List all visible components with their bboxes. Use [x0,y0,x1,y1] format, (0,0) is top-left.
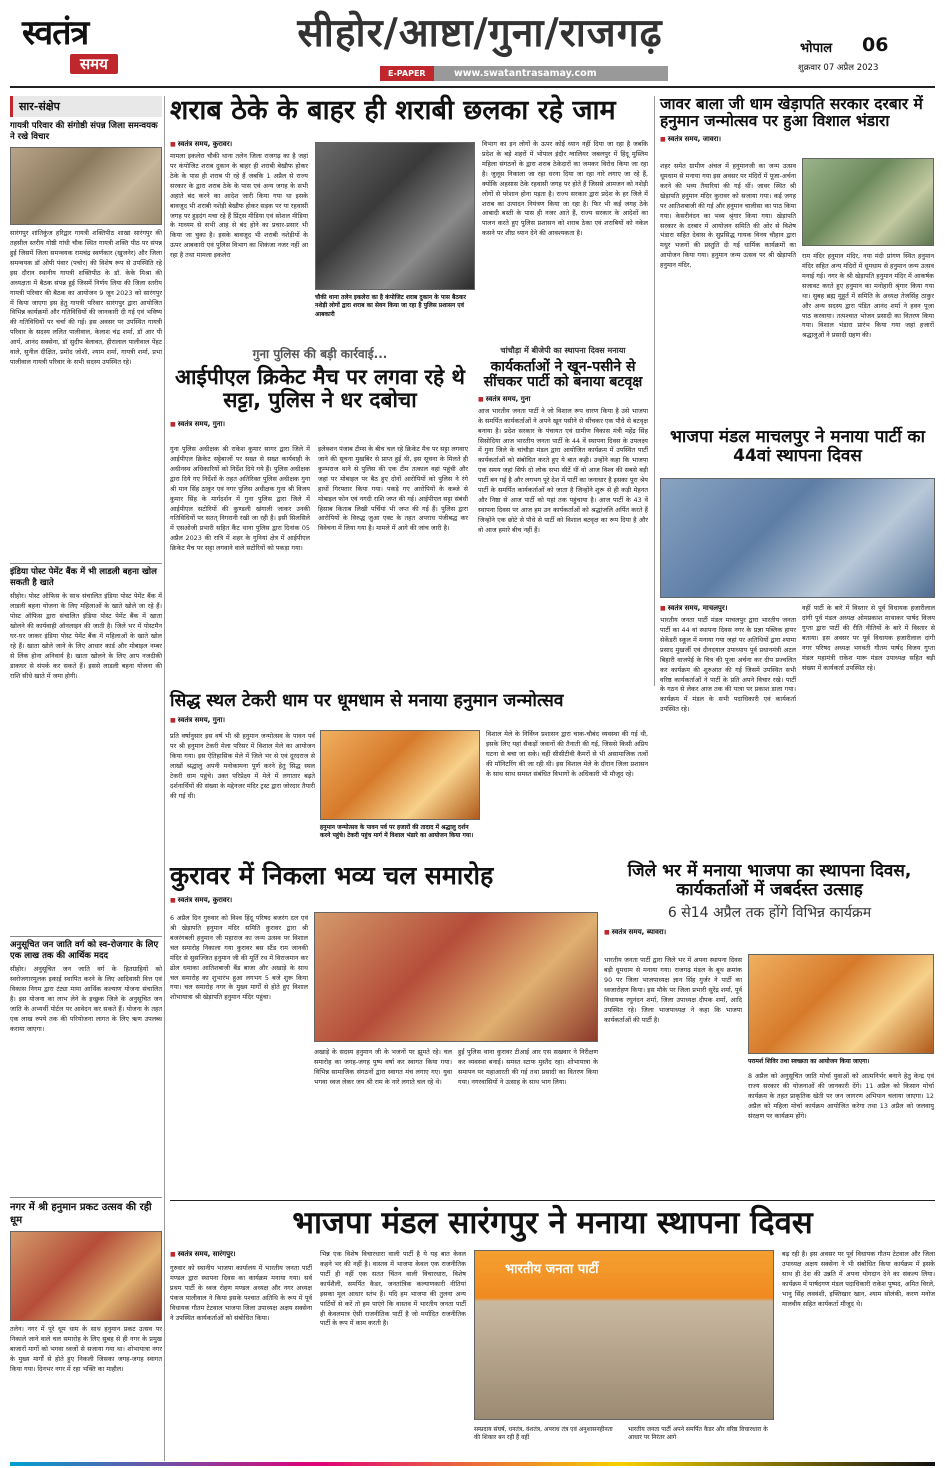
story2-byline: ■ स्वतंत्र समय, गुना। [170,420,470,429]
story2 [170,345,470,695]
story4-photo [802,158,934,246]
story2-kicker: गुना पुलिस की बड़ी कार्रवाई... [252,347,388,361]
story4-body: शहर समेत ग्रामीण अंचल में हनुमानजी का जन्म उत्सव धूमधाम से मनाया गया इस अवसर पर मंदिरों में पूजा-अर्चना करने की भव्य तैयारियां की गई थीं। जावर स्थित श्री खेड़ापति हनुमान मंदिर कुरावर को सजाया गया। कई जगह पर आतिशबाजी की गई और हनुमान चालीसा का पाठ किया गया। केसरीनंदन का भव्य श्रृंगार किया गया। खेड़ापति सरकार के दरबार में आयोजन समिति की ओर से विशेष भंडारा सहित देवास के सुप्रसिद्ध गायक विनय चौहान द्वारा मधुर भजनों की प्रस्तुति दी गई धार्मिक कार्यक्रमों का आयोजन किया गया। हनुमान जन्म उत्सव पर श्री खेड़ापति हनुमान मंदिर, [660,162,796,270]
story8-subhead: 6 से14 अप्रैल तक होंगे विभिन्न कार्यक्रम [667,905,872,922]
story4-headline: जावर बाला जी धाम खेड़ापति सरकार दरबार में हनुमान जन्मोत्सव पर हुआ विशाल भंडारा [660,95,923,131]
sidebar-body: सीहोर। पोस्ट ऑफिस के साथ संचालित इंडिया पोस्ट पेमेंट बैंक में लाडली बहना योजना के लिए महिलाओं के खाते खोले जा रहे हैं। पोस्ट ऑफिस द्वारा संचालित इंडिया पोस्ट पेमेंट बैंक में खाता खोलने की कार्यवाही ऑनलाइन की जाती है। जिले भर में पोस्टमैन घर-घर जाकर इंडिया पोस्ट पेमेंट बैंक में महिलाओं के खाते खोल रहे हैं। खाता खोले जाने के लिए आधार कार्ड और मोबाइल नम्बर से लिंक होना अनिवार्य है। खाता खोलने के लिए आप नजदीकी डाकघर से संपर्क कर सकते हैं। इससे लाडली बहना योजना की राशि सीधे खाते में जमा होगी। [10,592,162,680]
bottom-colour-bar [10,1462,935,1466]
story9-top-rule [170,1200,935,1201]
sidebar-headline: नगर में श्री हनुमान प्रकट उत्सव की रही धूम [10,1197,162,1227]
story1 [170,140,648,340]
story6-photo [320,730,480,820]
story7-body: 6 अप्रैल दिन गुरुवार को विश्व हिंदू परिषद बजरंग दल एवं श्री खेड़ापति हनुमान मंदिर समिति कुरावर द्वारा श्री बजरंगबली हनुमान जी महाराज का जन्म उत्सव पर विशाल चल समारोह निकाला गया कुरावर बस स्टैंड राम जानकी मंदिर से सुसज्जित हनुमान जी की मूर्ति रथ में विराजमान कर ढोल धमाका आतिशबाजी बैंड बाजा और अखाड़े के साथ चल समारोह का शुभारंभ हुआ लगभग 5 बजे शुरू किया गया। चल समारोह नगर के मुख्य मार्गों से होते हुए विशाल शोभायात्रा श्री खेड़ापति हनुमान मंदिर पहुंचा। [170,914,308,1002]
story3-byline: ■ स्वतंत्र समय, गुना [478,395,648,404]
story8 [604,862,935,1202]
sidebar-body: तलेन। नगर में पूरे धूम धाम के साथ हनुमान प्रकट उत्सव पर निकाले जाने वाले चल समारोह के लिए सुबह से ही नगर के प्रमुख बाजारों मार्गो को भगवा ध्वजों से सजाया गया था। शोभायात्रा नगर के मुख्य मार्गों से होते हुए निकली जिसका जगह-जगह स्वागत किया गया। दिनभर नगर में रहा भक्ति का माहौल। [10,1325,162,1373]
story1-body: मामला इकलेरा चौकी थाना तलेन जिला राजगढ़ का है जहां पर कंपोजिट शराब दुकान के बाहर ही शराबी बेखौफ होकर ठेके के पास ही शराब पी रहे हैं जबकि 1 अप्रैल से राज्य सरकार के द्वारा शराब ठेके के पास एवं अन्य जगह के सभी अहाते बंद करने का आदेश जारी किया गया था इसके बावजूद भी शराबी नशेड़ी बेखौफ होकर सड़क पर या रहवासी जगह पर हुड़दंग मचा रहे हैं प्रिंट्स मीडिया एवं सोशल मीडिया के माध्यम से सभी आह से बंद होने का प्रचार-प्रसार भी किया जा चुका है। इसके बावजूद भी शराबी नशेड़ीयों के ऊपर आबकारी एवं पुलिस विभाग का शिकंजा नजर नहीं आ रहा है तथा मामला इकलेरा [170,152,308,260]
sidebar-divider [164,96,165,1461]
sidebar-section-title: सार-संक्षेप [10,96,162,117]
city-label: भोपाल [800,41,833,56]
page-meta [792,34,932,78]
sidebar-body: सीहोर। अनुसूचित जन जाति वर्ग के हितग्राहियों को स्वरोजगारमूलक इकाई स्थापित करने के लिए आदिवासी वित्त एवं विकास निगम द्वारा टंट्या मामा आर्थिक कल्याण योजना संचालित है। इस योजना का लाभ लेने के इच्छुक जिले के अनुसूचित जन जाति के अभ्यर्थी पोर्टल पर आवेदन कर सकते हैं। योजना के तहत एक लाख रुपये तक की परियोजना लागत के लिए ऋण उपलब्ध कराया जाएगा। [10,965,162,1033]
story1-caption: चौकी थाना तलेन इकलेरा का है कंपोजिट शराब दुकान के पास बैठकर नशेड़ी लोगों द्वारा शराब का सेवन किया जा रहा है पुलिस प्रशासन एवं आबकारी [315,294,466,318]
story7-body-2: अखाड़े के सदस्य हनुमान जी के भजनों पर झूमते रहे। चल समारोह का जगह-जगह पुष्प वर्षा कर स्वागत किया गया। विभिन्न सामाजिक संगठनों द्वारा स्वागत मंच लगाए गए। युवा भगवा ध्वज लेकर जय श्री राम के नारे लगाते चल रहे थे। [314,1048,452,1086]
story8-byline: ■ स्वतंत्र समय, ब्यावरा। [604,928,935,937]
story2-body-2: इलेक्शन पंजाब टीम्स के बीच चल रहे क्रिकेट मैच पर सट्टा लगवाए जाने की सूचना मुखबिर से प्राप्त हुई थी, इस सूचना के मिलते ही कुम्भराज थाने से पुलिस की एक टीम तत्काल वहां पहुंची और जहां पर मोबाइल पर बैठ हुए दोनों आरोपियों को पुलिस ने रंगे हाथों गिरफ्तार किया गया। पकड़े गए आरोपियों के कब्जे से मोबाइल फोन एवं नगदी राशि जप्त की गई। आईपीएल सट्टा संबंधी हिसाब किताब लिखी पर्चियां भी जप्त की गई हैं। पुलिस द्वारा आरोपियों के विरुद्ध जुआ एक्ट के तहत अपराध पंजीबद्ध कर विवेचना में लिया गया है। मामले में आगे की जांच जारी है। [318,445,468,533]
sidebar-headline: इंडिया पोस्ट पेमेंट बैंक में भी लाडली बहना खोल सकती है खाते [10,563,162,589]
story7-body-3: हुई पुलिस थाना कुरावर टीआई आर एस सखवार ने निरीक्षण कर व्यवस्था बनाई। समस्त स्टाफ मुस्तैद रहा। शोभायात्रा के समापन पर महाआरती की गई तथा प्रसादी का वितरण किया गया। नगरवासियों ने उत्साह के साथ भाग लिया। [458,1048,598,1086]
story4-byline: ■ स्वतंत्र समय, जावरा। [660,135,935,144]
story8-body: भारतीय जनता पार्टी द्वारा जिले भर में अपना स्थापना दिवस बड़ी धूमधाम से मनाया गया। राजगढ़ मंडल के बूथ क्रमांक 90 पर जिला भाजपाध्यक्ष ज्ञान सिंह गुर्जर ने पार्टी का ध्वजारोहण किया। इस मौके पर जिला प्रभारी सुरेंद्र शर्मा, पूर्व विधायक रघुनंदन शर्मा, जिला उपाध्यक्ष दीपक शर्मा, आदि उपस्थित रहे। जिला भाजपाध्यक्ष ने कहा कि भाजपा कार्यकर्ताओं की पार्टी है। [604,956,742,1024]
story4-body-2: राम मंदिर हनुमान मंदिर, नया मंदी प्रांगण स्थित हनुमान मंदिर सहित अन्य मंदिरों में धूमधाम से हनुमान जन्म उत्सव मनाई गई। नगर के श्री खेड़ापति हनुमान मंदिर में आकर्षक सजावट करते हुए हनुमान का मनोहारी श्रृंगार किया गया था। सुबह ब्रह्म मुहूर्त में समिति के अध्यक्ष तेजसिंह ठाकुर और अन्य सदस्य द्वारा पंडित आनंद शर्मा ने हवन पूजा पाठ करवाया। तत्पश्चात भोजन प्रसादी का वितरण किया गया। विशाल भंडारा प्रारंभ किया गया जहां हजारों श्रद्धालुओं ने प्रसादी ग्रहण की। [802,252,934,340]
story1-photo [315,142,475,290]
masthead-rule [10,86,935,88]
story5-headline: भाजपा मंडल माचलपुर ने मनाया पार्टी का 44वां स्थापना दिवस [669,427,925,466]
story7-headline: कुरावर में निकला भव्य चल समारोह [170,861,494,890]
page-number: 06 [862,34,889,56]
story9-body-3: बढ़ रही है। इस अवसर पर पूर्व विधायक गौतम टेटवाल और जिला उपाध्यक्ष अक्षय सक्सेना ने भी संबोधित किया कार्यक्रम में इसके साथ ही देश की उन्नति में अपना योगदान देने का संकल्प लिया। कार्यक्रम में पार्षदगण मंडल पदाधिकारी राकेश पुष्पद, अमित विरले, भानु सिंह लववंशी, इफ्तिखार खान, श्याम सोलंकी, करण मनोज मालवीय सहित कार्यकर्ता मौजूद थे। [782,1250,935,1308]
story6-body-2: विशाल मेले के निर्विघ्न प्रशासन द्वारा चाक-चौबंद व्यवस्था की गई थी, इसके लिए यहां सैकड़ों जवानों की तैनाती की गई, जिससे किसी अप्रिय घटना से बचा जा सके। वहीं सीसीटीवी कैमरों से भी असामाजिक तत्वों की मॉनिटरिंग की जा रही थी। इस विशाल मेले के दौरान जिला प्रशासन के साथ साथ समस्त संबंधित विभागों के अधिकारी भी मौजूद रहे। [486,730,648,778]
story9-headline: भाजपा मंडल सारंगपुर ने मनाया स्थापना दिवस [292,1205,813,1241]
story9-photo [474,1250,774,1420]
sidebar-headline: गायत्री परिवार की संगोष्ठी संपन्न जिला समन्वयक ने रखे विचार [10,121,158,143]
sidebar-photo-2 [10,1231,162,1321]
sidebar-body: सारंगपुर शांतिकुंज हरिद्वार गायत्री शक्तिपीठ शाखा सारंगपुर की तहसील स्तरीय गोष्ठी गांधी चौक स्थित गायत्री शक्ति पीठ पर संपन्न हुई जिसमें जिला समन्वयक रामचंद्र स्वर्णकार (खुजनेर) और जिला समन्वयक डॉ ओपी पंवार (पचोर) की विशेष रूप से उपस्थिति रहे इस दौरान स्थानीय गायत्री शक्तिपीठ के डॉ. केके मिश्रा की अध्यक्षता में बैठक संपन्न हुई जिसमें निर्णय लिया की जिला स्तरीय गायत्री परिवार की बैठक का आयोजन 9 जून 2023 को सारंगपुर में किया जाएगा इस हेतु गायत्री परिवार सारंगपुर द्वारा आयोजित विभिन्न कार्यक्रमों और गतिविधियों की जानकारी दी गई एवं भविष्य की गतिविधियों पर चर्चा की गई। इस अवसर पर उपस्थित गायत्री परिवार के सदस्य ललित पालीवाल, केलाश चंद्र शर्मा, डॉ आर पी आर्य, आनंद सक्सेना, डॉ सुदीप बेलावत, हीरालाल पालीवाल पेंहट वाले, सुनील दीक्षित, प्रमोद जोशी, श्याम शर्मा, गायत्री शर्मा, प्रभा पालीवाल गायत्री परिवार के सभी सदस्य उपस्थित रहे। [10,229,162,367]
story7 [170,862,600,1192]
story1-body-2: विभाग का इन लोगों के ऊपर कोई ध्यान नहीं दिया जा रहा है जबकि प्रदेश के बड़े शहरों में भोपाल इंदौर ग्वालियर जबलपुर में हिंदू मुस्लिम महिला संगठनों के द्वारा शराब ठेकेदारों का जमकर विरोध किया जा रहा है। जुलूस निकाला जा रहा धरना दिया जा रहा नारे लगाए जा रहे हैं, क्योंकि अहसास ठेके रहवासी जगह पर होते हैं जिससे आमजन को नशेड़ी लोगों से परेशान होना पड़ता है। राज्य सरकार द्वारा प्रदेश के हर जिले में शराब का उत्पादन नियंत्रण किया जा रहा है। फिर भी कई जगह ठेके आबादी बस्ती के पास ही नजर आते हैं, राज्य सरकार के आदेशों का पालन करते हुए पुलिस प्रशासन को शराब ठेका एवं शराबियों को नकेल कसने पर शीघ्र ध्यान देने की आवश्यकता है। [482,140,648,238]
story2-headline: आईपीएल क्रिकेट मैच पर लगवा रहे थे सट्टा, पुलिस ने धर दबोचा [175,365,465,413]
story3-headline: कार्यकर्ताओं ने खून-पसीने से सींचकर पार्टी को बनाया बटवृक्ष [483,359,643,391]
story8-body-2: 8 अप्रैल को अनुसूचित जाति मोर्चा युवाओं को आत्मनिर्भर बनाने हेतु केन्द्र एवं राज्य सरकार की योजनाओं की जानकारी देंगे। 11 अप्रैल को किसान मोर्चा कार्यक्रम के तहत प्राकृतिक खेती पर जन जागरण अभियान चलाया जाएगा। 12 अप्रैल को महिला मोर्चा कार्यक्रम आयोजित करेगा तथा 13 अप्रैल को जलवायु संरक्षण पर कार्यक्रम होंगे। [748,1072,934,1120]
logo-top: स्वतंत्र [22,13,89,53]
story9-banner-text: भारतीय जनता पार्टी [505,1262,599,1277]
logo [22,13,152,80]
story5-body-2: वहीं पार्टी के बारे में विस्तार से पूर्व विधायक हजारीलाल दांगी पूर्व मंडल अध्यक्ष ओमप्रकाश माथाकर पार्षद विजय गुप्ता द्वारा पार्टी की रीति नीतियों के बारे में विस्तार से बताया। इस अवसर पर पूर्व विधायक हजारीलाल दांगी नगर परिषद अध्यक्ष भगवती गौतम पार्षद विजय गुप्ता मंडल महामंत्री राकेश मारू मंडल उपाध्यक्ष सहित बड़ी संख्या में कार्यकर्ता उपस्थित रहे। [802,604,935,672]
story4 [660,96,935,426]
masthead [0,0,945,88]
sidebar-photo-1 [10,147,162,225]
story8-photo [748,954,934,1054]
story6-headline: सिद्ध स्थल टेकरी धाम पर धूमधाम से मनाया हनुमान जन्मोत्सव [170,691,564,711]
story9-body-2: भिन्न एक विशेष विचारधारा वाली पार्टी है ये यह बात केवल कहने भर की नहीं है। वास्तव में भाजपा केवल एक राजनीतिक पार्टी ही नहीं एक सतत चिंतन वाली विचारधारा, विशेष कार्यशैली, समर्पित कैडर, जनतांत्रिक कल्याणकारी नीतियां इसका मूल आधार स्तंभ हैं। यदि हम भाजपा की तुलना अन्य पार्टियों से करें तो हम पाएंगे कि वास्तव में भारतीय जनता पार्टी ही केवलमात्र ऐसी राजनीतिक पार्टी है जो मर्यादित राजनीतिक पार्टी के रूप में काम करती है। [320,1250,466,1328]
story5-byline: ■ स्वतंत्र समय, माचलपुर। [660,604,935,613]
website-link[interactable]: www.swatantrasamay.com [454,68,597,79]
story6-byline: ■ स्वतंत्र समय, गुना। [170,716,648,725]
right-column-divider [654,96,655,686]
story7-byline: ■ स्वतंत्र समय, कुरावर। [170,896,600,905]
story3 [478,345,648,695]
story3-kicker: चांचौड़ा में बीजेपी का स्थापना दिवस मनाया [500,346,626,355]
edition-title: सीहोर/आष्टा/गुना/राजगढ़ [297,11,663,56]
story6 [170,692,648,857]
epaper-bar [380,66,668,81]
story2-body: गुना पुलिस अधीक्षक श्री राकेश कुमार सागर द्वारा जिले में आईपीएल क्रिकेट सट्टेबाजों पर सख्त से सख्त कार्यवाही के अधीनस्थ अधिकारियों को निर्देश दिये गये हैं। पुलिस अधीक्षक द्वारा दिये गए निर्देशों के तहत अतिरिक्त पुलिस अधीक्षक गुना श्री मान सिंह ठाकुर एवं नगर पुलिस अधीक्षक गुना श्री विजय कुमार सिंह के मार्गदर्शन में गुना पुलिस द्वारा जिले में आईपीएल सटोरियों की कुण्डली खंगाली जाकर उनकी गतिविधियों पर सतत् निगरानी रखी जा रही है। इसी सिलसिले में एसओजी प्रभारी सहित कैंट थाना पुलिस द्वारा दिनांक 05 अप्रैल 2023 की रात्रि में शहर के गुनियां क्षेत्र में आईपीएल क्रिकेट मैच पर सट्टा लगवाने वाले सटोरियों को पकड़ा गया। [170,445,310,553]
story6-caption: हनुमान जन्मोत्सव के पावन पर्व पर हजारों की तादाद में श्रद्धालु दर्शन करने पहुंचे। टेकरी पहुंच मार्ग में विशाल भंडारे का आयोजन किया गया। [320,824,474,840]
issue-date: शुक्रवार 07 अप्रैल 2023 [798,63,879,73]
story5-text [660,604,935,854]
story1-byline: ■ स्वतंत्र समय, कुरावर। [170,140,648,149]
story3-body: आज भारतीय जनता पार्टी ने जो विशाल रूप धारण किया है उसे भाजपा के समर्पित कार्यकर्ताओं ने अपने खून पसीने से सींचकर एक पौधे से बटवृक्ष बनाया है। प्रदेश सरकार के पंचायत एवं ग्रामीण विकास मंत्री महेंद्र सिंह सिसोदिया आज भारतीय जनता पार्टी के 44 वें स्थापना दिवस के उपलक्ष्य में गुना जिले के चांचौड़ा मंडल द्वारा आयोजित कार्यक्रम में उपस्थित पार्टी कार्यकर्ताओं को संबोधित करते हुए ये बात कही। उन्होंने कहा कि भाजपा एक समय जहां सिर्फ दो लोक सभा सीटें थीं वो आज विश्व की सबसे बड़ी पार्टी बन गई है और लगभग पूरे देश में पार्टी का जनाधार है इसका पूरा श्रेय पार्टी के समर्पित कार्यकर्ताओं को जाता है जिन्होंने शुरू से ही कड़ी मेहनत और निष्ठा से आज पार्टी को यहां तक पहुंचाया है। आज पार्टी के 43 वें स्थापना दिवस पर आज हम उन कार्यकर्ताओं को श्रद्धांजलि अर्पित करते हैं जिन्होंने एक छोटे से पौधे से पार्टी को विशाल बटवृक्ष का रूप दिया है और वो आज हमारे बीच नहीं हैं। [478,406,648,534]
logo-bottom: समय [70,54,118,74]
story8-caption: परामर्श शिविर तथा स्वच्छता का आयोजन किया जाएगा। [748,1058,870,1065]
epaper-label: E-PAPER [380,66,434,81]
sidebar-headline: अनुसूचित जन जाति वर्ग को स्व-रोजगार के लिए एक लाख तक की आर्थिक मदद [10,936,162,962]
story7-photo [314,912,598,1042]
story9 [170,1250,935,1462]
story5-photo [660,478,935,598]
story8-headline: जिले भर में मनाया भाजपा का स्थापना दिवस, कार्यकर्ताओं में जबर्दस्त उत्साह [627,861,912,900]
story9-body: गुरुवार को स्थानीय भाजपा कार्यालय में भारतीय जनता पार्टी मण्डल द्वारा स्थापना दिवस का कार्यक्रम मनाया गया। सर्व प्रथम पार्टी के ध्वज रोहण मण्डल अध्यक्ष और नगर अध्यक्ष पंकज पालीवाल ने किया इसके पश्चात अतिथि के रूप में पूर्व विधायक गौतम टेटवाल भाजपा जिला उपाध्यक्ष अक्षय सक्सेना ने उपस्थित कार्यकर्ताओं को संबोधित किया। [170,1264,312,1322]
story5-body: भारतीय जनता पार्टी मंडल माचलपुर द्वारा भारतीय जनता पार्टी का 44 वां स्थापना दिवस नगर के प्रज्ञा पब्लिक हायर सेकेंडरी स्कूल में मनाया गया जहां पर अतिथियों द्वारा श्यामा प्रसाद मुखर्जी एवं दीनदयाल उपाध्याय पूर्व प्रधानमंत्री अटल बिहारी वाजपेई के चित्र की पूजा अर्चना कर दीप प्रज्वलित कर कार्यक्रम की शुरुआत की गई जिसमें उपस्थित सभी वरिष्ठ कार्यकर्ताओं ने पार्टी के प्रति अपने विचार रखे। पार्टी के गठन से लेकर आज तक की यात्रा पर प्रकाश डाला गया। कार्यक्रम में मंडल के सभी पदाधिकारी एवं कार्यकर्ता उपस्थित रहे। [660,616,796,714]
story9-byline: ■ स्वतंत्र समय, सारंगपुर। [170,1250,236,1259]
story9-caption: सम्प्रदाय संघर्ष, धनतंत्र, वंशतंत्र, अपराध तंत्र एवं अनुशासनहीनता की शिकार बन रही हैं वहीं [474,1426,613,1442]
sidebar [10,96,162,1461]
story1-headline: शराब ठेके के बाहर ही शराबी छलका रहे जाम [170,95,616,126]
story9-caption-2: भारतीय जनता पार्टी अपने समर्पित कैडर और वरिष्ठ विचारधारा के आधार पर निरंतर आगे [628,1426,768,1442]
story6-body: प्रति वर्षानुसार इस वर्ष भी श्री हनुमान जन्मोत्सव के पावन पर्व पर श्री हनुमान टेकरी मेला परिसर में विशाल मेले का आयोजन किया गया। इस ऐतिहासिक मेले में जिले भर से एवं दूरदराज से लाखों श्रद्धालु अपनी मनोकामना पूर्ण करने हेतु सिद्ध स्थल टेकरी धाम पहुंचे। उक्त परिप्रेक्ष्य में मेले में लगातार बढ़ते दर्शनार्थियों की संख्या के मद्देनजर मंदिर ट्रस्ट द्वारा जोरदार तैयारी की गई थी। [170,732,315,800]
